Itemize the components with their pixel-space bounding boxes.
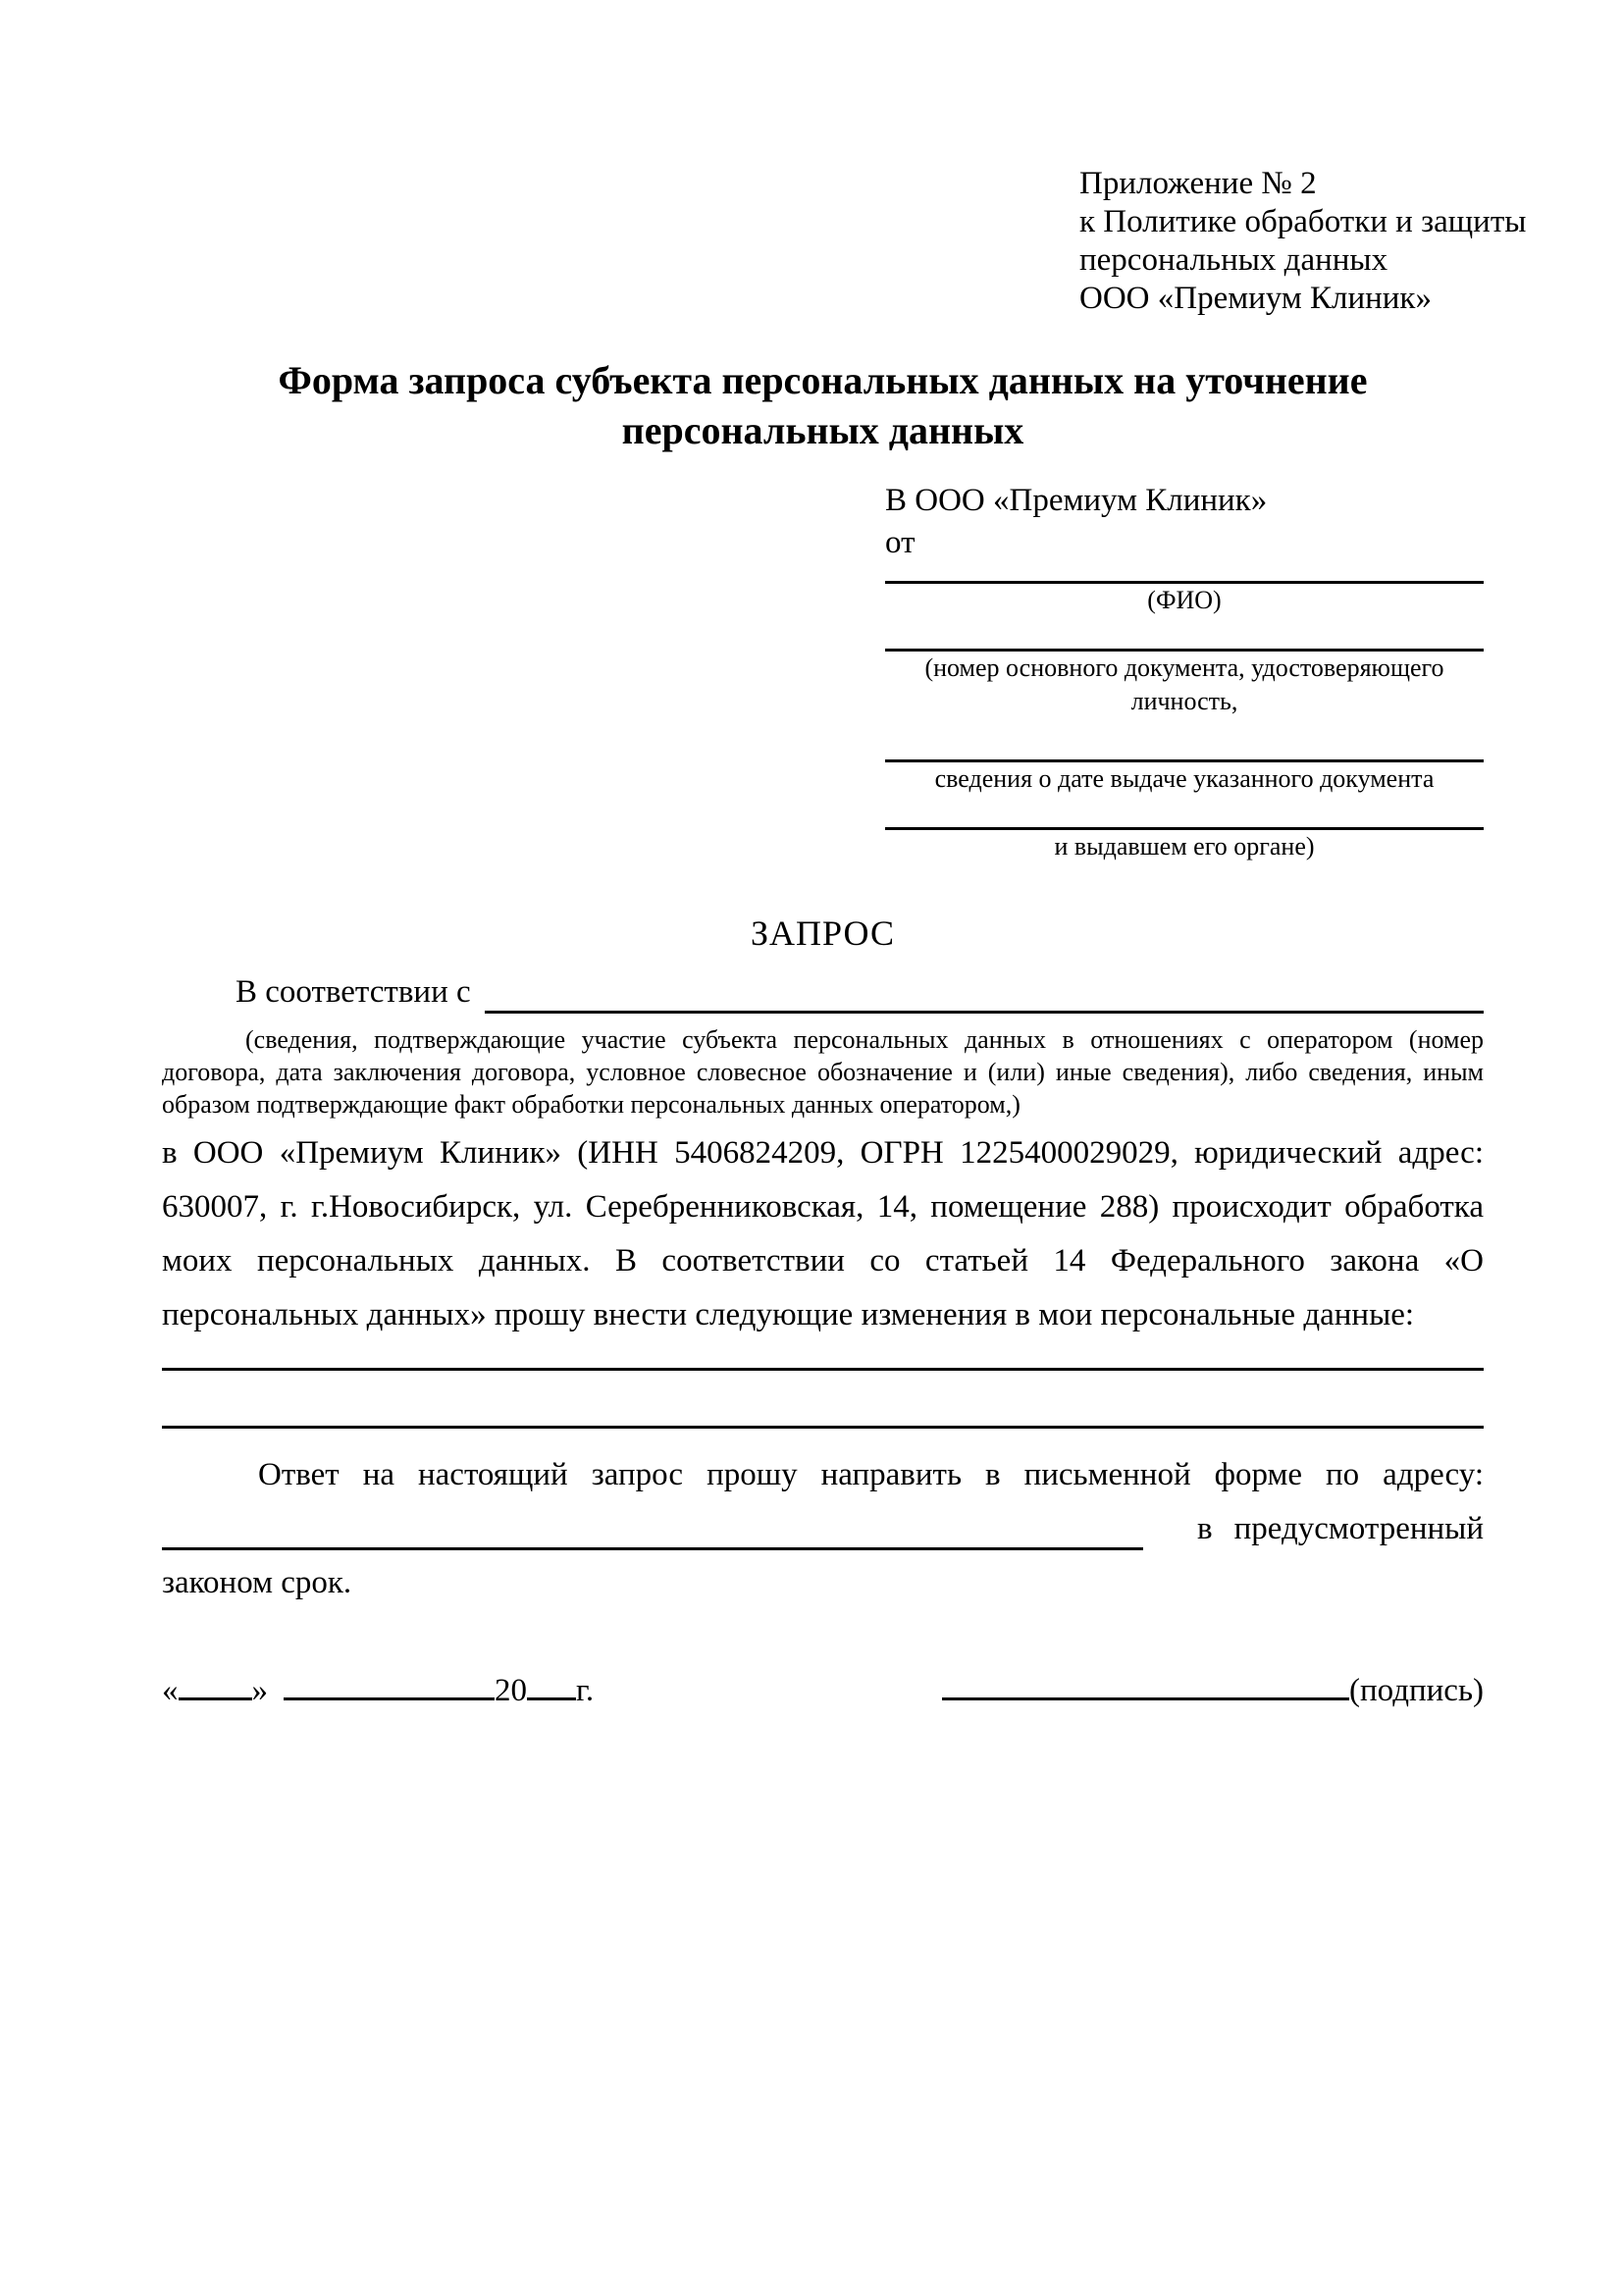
reply-address-row xyxy=(162,1502,1484,1556)
signature-fill-line xyxy=(942,1664,1349,1700)
addressee-block xyxy=(885,479,1484,863)
appendix-block xyxy=(1079,165,1527,318)
reply-closing-line: законом срок. xyxy=(162,1565,352,1600)
signature-caption: (подпись) xyxy=(1349,1673,1484,1708)
quote-close: » xyxy=(251,1673,268,1708)
year-fill-line xyxy=(527,1664,576,1700)
addressee-to: В ООО «Премиум Клиник» xyxy=(885,483,1268,518)
month-fill-line xyxy=(284,1664,495,1700)
issuing-authority-caption: и выдавшем его органе) xyxy=(1054,832,1315,861)
signature-group xyxy=(942,1664,1484,1718)
intro-label: В соответствии с xyxy=(236,974,471,1010)
intro-fill-line xyxy=(485,965,1484,1014)
document-title: Форма запроса субъекта персональных данных на уточнение персональных данных xyxy=(278,358,1368,452)
request-body-paragraph: в ООО «Премиум Клиник» (ИНН 5406824209, ОГРН 1225400029029, юридический адрес: 630007, г. г.Новосибирск, ул. Серебренниковская, 14, помещение 288) происходит обработка моих персональных данных. В соответствии со статьей 14 Федерального закона «О персональных данных» прошу внести следующие изменения в мои персональные данные: xyxy=(162,1135,1484,1332)
changes-fill-line xyxy=(162,1342,1484,1371)
reply-word: предусмотренный xyxy=(1233,1511,1484,1546)
address-fill-line xyxy=(162,1502,1143,1550)
reply-word: в xyxy=(1197,1511,1213,1546)
document-number-caption: (номер основного документа, удостоверяющего личность, xyxy=(924,653,1444,715)
date-signature-row xyxy=(162,1664,1484,1718)
quote-open: « xyxy=(162,1673,179,1708)
appendix-line: персональных данных xyxy=(1079,242,1388,278)
intro-footnote: (сведения, подтверждающие участие субъекта персональных данных в отношениях с оператором (номер договора, дата заключения договора, условное словесное обозначение и (или) иные сведения), либо сведения, иным образом подтверждающие факт обработки персональных данных оператором,) xyxy=(162,1025,1484,1119)
year-suffix: г. xyxy=(576,1673,595,1708)
addressee-from-label: от xyxy=(885,525,916,560)
appendix-line: к Политике обработки и защиты xyxy=(1079,204,1527,239)
day-fill-line xyxy=(179,1664,252,1700)
request-heading: ЗАПРОС xyxy=(751,913,895,953)
changes-fill-line xyxy=(162,1371,1484,1429)
appendix-line: Приложение № 2 xyxy=(1079,166,1317,201)
date-fill-group xyxy=(162,1664,594,1718)
reply-request-line: Ответ на настоящий запрос прошу направить в письменной форме по адресу: xyxy=(258,1457,1484,1492)
appendix-line: ООО «Премиум Клиник» xyxy=(1079,281,1432,316)
year-prefix: 20 xyxy=(495,1673,527,1708)
document-issue-date-caption: сведения о дате выдаче указанного документа xyxy=(934,764,1435,793)
intro-row xyxy=(162,965,1484,1019)
fio-caption: (ФИО) xyxy=(1147,586,1222,614)
